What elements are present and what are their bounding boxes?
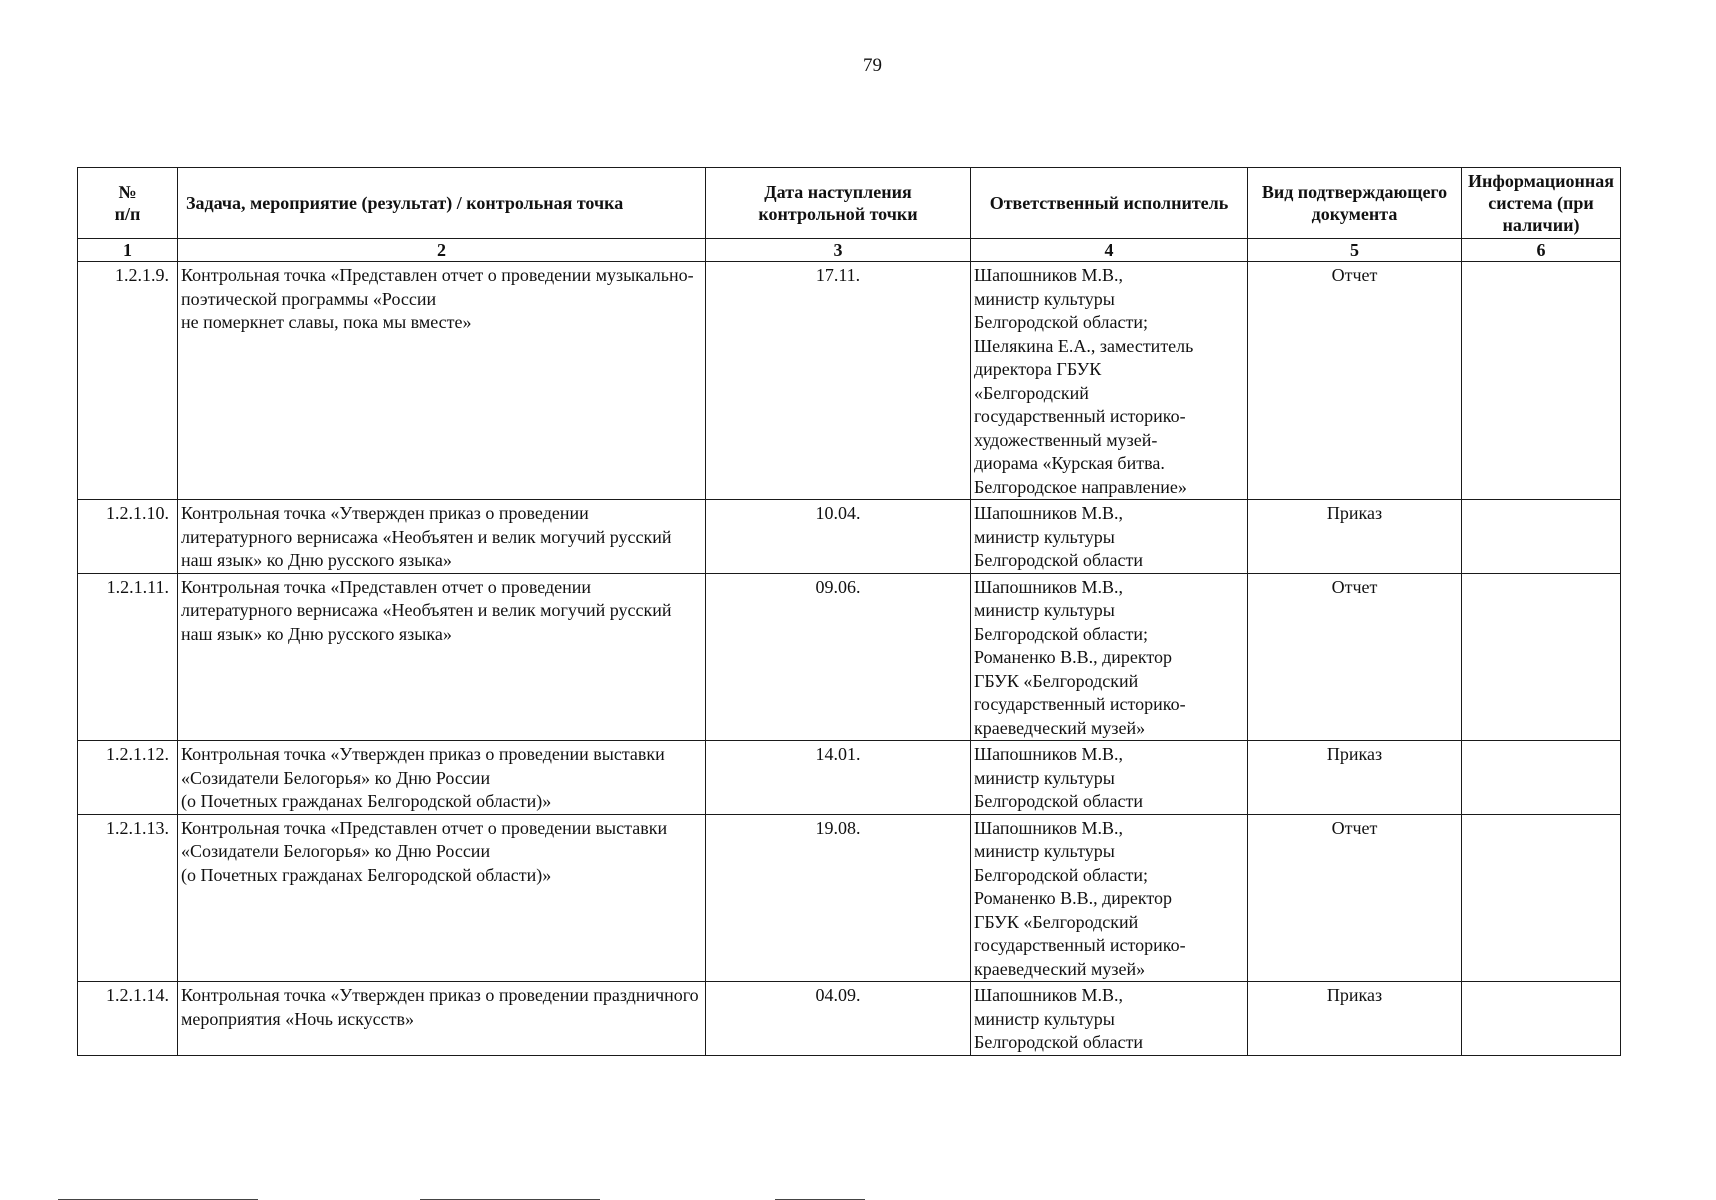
column-number: 4	[971, 239, 1248, 262]
header-date: Дата наступления контрольной точки	[706, 168, 971, 239]
control-points-table-wrapper	[77, 167, 1620, 1056]
header-number: № п/п	[78, 168, 178, 239]
row-document: Отчет	[1248, 573, 1462, 741]
column-number: 3	[706, 239, 971, 262]
row-number: 1.2.1.10.	[78, 500, 178, 574]
column-number: 1	[78, 239, 178, 262]
header-task: Задача, мероприятие (результат) / контрольная точка	[178, 168, 706, 239]
table-row	[78, 814, 1621, 982]
row-responsible: Шапошников М.В., министр культуры Белгородской области	[971, 741, 1248, 815]
header-responsible: Ответственный исполнитель	[971, 168, 1248, 239]
row-responsible: Шапошников М.В., министр культуры Белгородской области; Романенко В.В., директор ГБУК «Белгородский государственный историко- краеведческий музей»	[971, 814, 1248, 982]
row-task: Контрольная точка «Утвержден приказ о проведении выставки «Созидатели Белогорья» ко Дню России (о Почетных гражданах Белгородской области)»	[178, 741, 706, 815]
row-document: Отчет	[1248, 814, 1462, 982]
column-number: 6	[1462, 239, 1621, 262]
row-responsible: Шапошников М.В., министр культуры Белгородской области; Романенко В.В., директор ГБУК «Белгородский государственный историко- краеведческий музей»	[971, 573, 1248, 741]
table-row	[78, 262, 1621, 500]
header-document: Вид подтверждающего документа	[1248, 168, 1462, 239]
row-system	[1462, 262, 1621, 500]
row-date: 10.04.	[706, 500, 971, 574]
table-row	[78, 982, 1621, 1056]
row-task: Контрольная точка «Представлен отчет о проведении музыкально-поэтической программы «России не померкнет славы, пока мы вместе»	[178, 262, 706, 500]
row-number: 1.2.1.13.	[78, 814, 178, 982]
table-row	[78, 500, 1621, 574]
row-task: Контрольная точка «Утвержден приказ о проведении литературного вернисажа «Необъятен и велик могучий русский наш язык» ко Дню русского языка»	[178, 500, 706, 574]
row-system	[1462, 573, 1621, 741]
row-document: Приказ	[1248, 982, 1462, 1056]
table-body	[78, 239, 1621, 1056]
row-responsible: Шапошников М.В., министр культуры Белгородской области	[971, 982, 1248, 1056]
column-number-row	[78, 239, 1621, 262]
table-row	[78, 573, 1621, 741]
row-date: 17.11.	[706, 262, 971, 500]
row-responsible: Шапошников М.В., министр культуры Белгородской области; Шелякина Е.А., заместитель директора ГБУК «Белгородский государственный историко- художественный музей- диорама «Курская битва. Белгородское направление»	[971, 262, 1248, 500]
row-number: 1.2.1.9.	[78, 262, 178, 500]
column-number: 2	[178, 239, 706, 262]
row-system	[1462, 814, 1621, 982]
row-task: Контрольная точка «Утвержден приказ о проведении праздничного мероприятия «Ночь искусств»	[178, 982, 706, 1056]
row-system	[1462, 741, 1621, 815]
table-row	[78, 741, 1621, 815]
row-document: Приказ	[1248, 500, 1462, 574]
page-number: 79	[863, 55, 882, 76]
row-document: Отчет	[1248, 262, 1462, 500]
control-points-table	[77, 167, 1621, 1056]
row-document: Приказ	[1248, 741, 1462, 815]
row-date: 09.06.	[706, 573, 971, 741]
row-task: Контрольная точка «Представлен отчет о проведении выставки «Созидатели Белогорья» ко Дню России (о Почетных гражданах Белгородской области)»	[178, 814, 706, 982]
row-number: 1.2.1.14.	[78, 982, 178, 1056]
row-number: 1.2.1.12.	[78, 741, 178, 815]
column-number: 5	[1248, 239, 1462, 262]
header-system: Информационная система (при наличии)	[1462, 168, 1621, 239]
row-task: Контрольная точка «Представлен отчет о проведении литературного вернисажа «Необъятен и велик могучий русский наш язык» ко Дню русского языка»	[178, 573, 706, 741]
row-system	[1462, 500, 1621, 574]
row-date: 04.09.	[706, 982, 971, 1056]
row-responsible: Шапошников М.В., министр культуры Белгородской области	[971, 500, 1248, 574]
table-header	[78, 168, 1621, 239]
row-date: 19.08.	[706, 814, 971, 982]
row-date: 14.01.	[706, 741, 971, 815]
row-system	[1462, 982, 1621, 1056]
row-number: 1.2.1.11.	[78, 573, 178, 741]
